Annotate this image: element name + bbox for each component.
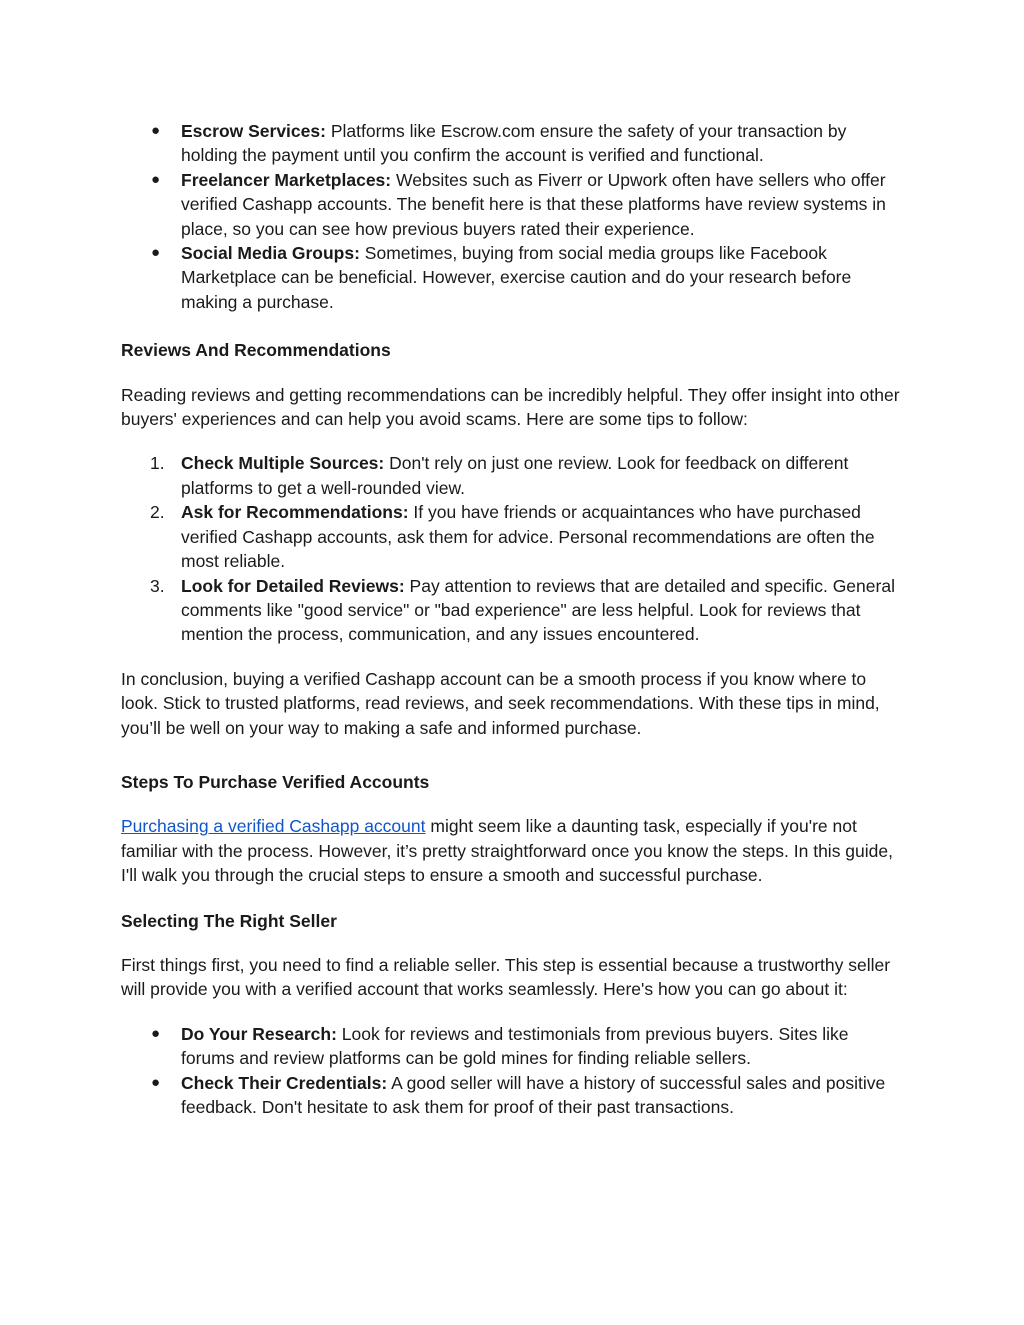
conclusion-paragraph: In conclusion, buying a verified Cashapp account can be a smooth process if you know where to look. Stick to trusted platforms, read reviews, and seek recommendations. With these tips in mind, you’ll be well on your way to making a safe and informed purchase. xyxy=(121,668,880,738)
reviews-heading: Reviews And Recommendations xyxy=(121,340,391,361)
bullet-icon: ● xyxy=(151,170,161,188)
document-page xyxy=(121,119,901,1119)
list-item xyxy=(121,451,901,500)
list-item xyxy=(121,500,901,573)
list-number: 1. xyxy=(150,453,165,474)
list-item-term: Check Their Credentials: xyxy=(181,1072,388,1093)
bullet-icon: ● xyxy=(151,244,161,262)
reviews-intro: Reading reviews and getting recommendations can be incredibly helpful. They offer insight into other buyers' experiences and can help you avoid scams. Here are some tips to follow: xyxy=(121,384,900,430)
list-item-text: Look for reviews and testimonials from previous buyers. Sites like forums and review platforms can be gold mines for finding reliable sellers. xyxy=(181,1023,849,1069)
platform-list xyxy=(121,119,901,314)
list-item xyxy=(121,119,901,168)
tips-list xyxy=(121,451,901,646)
list-item-text: If you have friends or acquaintances who have purchased verified Cashapp accounts, ask them for advice. Personal recommendations are often the most reliable. xyxy=(181,502,875,572)
list-item-text: Don't rely on just one review. Look for feedback on different platforms to get a well-rounded view. xyxy=(181,453,849,498)
list-item-term: Freelancer Marketplaces: xyxy=(181,169,392,190)
list-item-text: Pay attention to reviews that are detailed and specific. General comments like "good service" or "bad experience" are less helpful. Look for reviews that mention the process, communication, and any issues encountered. xyxy=(181,575,895,645)
bullet-icon: ● xyxy=(151,1024,161,1042)
list-item-text: Websites such as Fiverr or Upwork often have sellers who offer verified Cashapp accounts. The benefit here is that these platforms have review systems in place, so you can see how previous buyers rated their experience. xyxy=(181,169,886,239)
list-item-term: Check Multiple Sources: xyxy=(181,453,385,474)
list-number: 2. xyxy=(150,502,165,523)
list-item xyxy=(121,574,901,647)
list-item-text: A good seller will have a history of successful sales and positive feedback. Don't hesitate to ask them for proof of their past transactions. xyxy=(181,1072,886,1117)
bullet-icon: ● xyxy=(151,122,161,139)
list-item-text: Sometimes, buying from social media groups like Facebook Marketplace can be beneficial. However, exercise caution and do your research before making a purchase. xyxy=(181,243,852,312)
cashapp-account-link[interactable]: Purchasing a verified Cashapp account xyxy=(121,816,426,837)
list-item-term: Escrow Services: xyxy=(181,121,326,141)
seller-heading: Selecting The Right Seller xyxy=(121,910,337,931)
list-item xyxy=(121,1071,901,1120)
list-item-term: Ask for Recommendations: xyxy=(181,502,409,523)
list-item-term: Do Your Research: xyxy=(181,1023,337,1044)
steps-paragraph xyxy=(121,814,901,887)
list-item-term: Look for Detailed Reviews: xyxy=(181,575,405,596)
list-item-term: Social Media Groups: xyxy=(181,243,360,264)
steps-paragraph-text: might seem like a daunting task, especially if you're not familiar with the process. However, it’s pretty straightforward once you know the steps. In this guide, I'll walk you through the crucial steps to ensure a smooth and successful purchase. xyxy=(121,816,893,886)
list-item xyxy=(121,1022,901,1071)
list-item-text: Platforms like Escrow.com ensure the safety of your transaction by holding the payment until you confirm the account is verified and functional. xyxy=(181,121,847,166)
seller-intro: First things first, you need to find a reliable seller. This step is essential because a trustworthy seller will provide you with a verified account that works seamlessly. Here's how you can go about it: xyxy=(121,954,891,1000)
list-item xyxy=(121,241,901,314)
list-number: 3. xyxy=(150,575,165,596)
list-item xyxy=(121,168,901,241)
steps-heading: Steps To Purchase Verified Accounts xyxy=(121,771,430,792)
seller-list xyxy=(121,1022,901,1120)
bullet-icon: ● xyxy=(151,1073,161,1091)
